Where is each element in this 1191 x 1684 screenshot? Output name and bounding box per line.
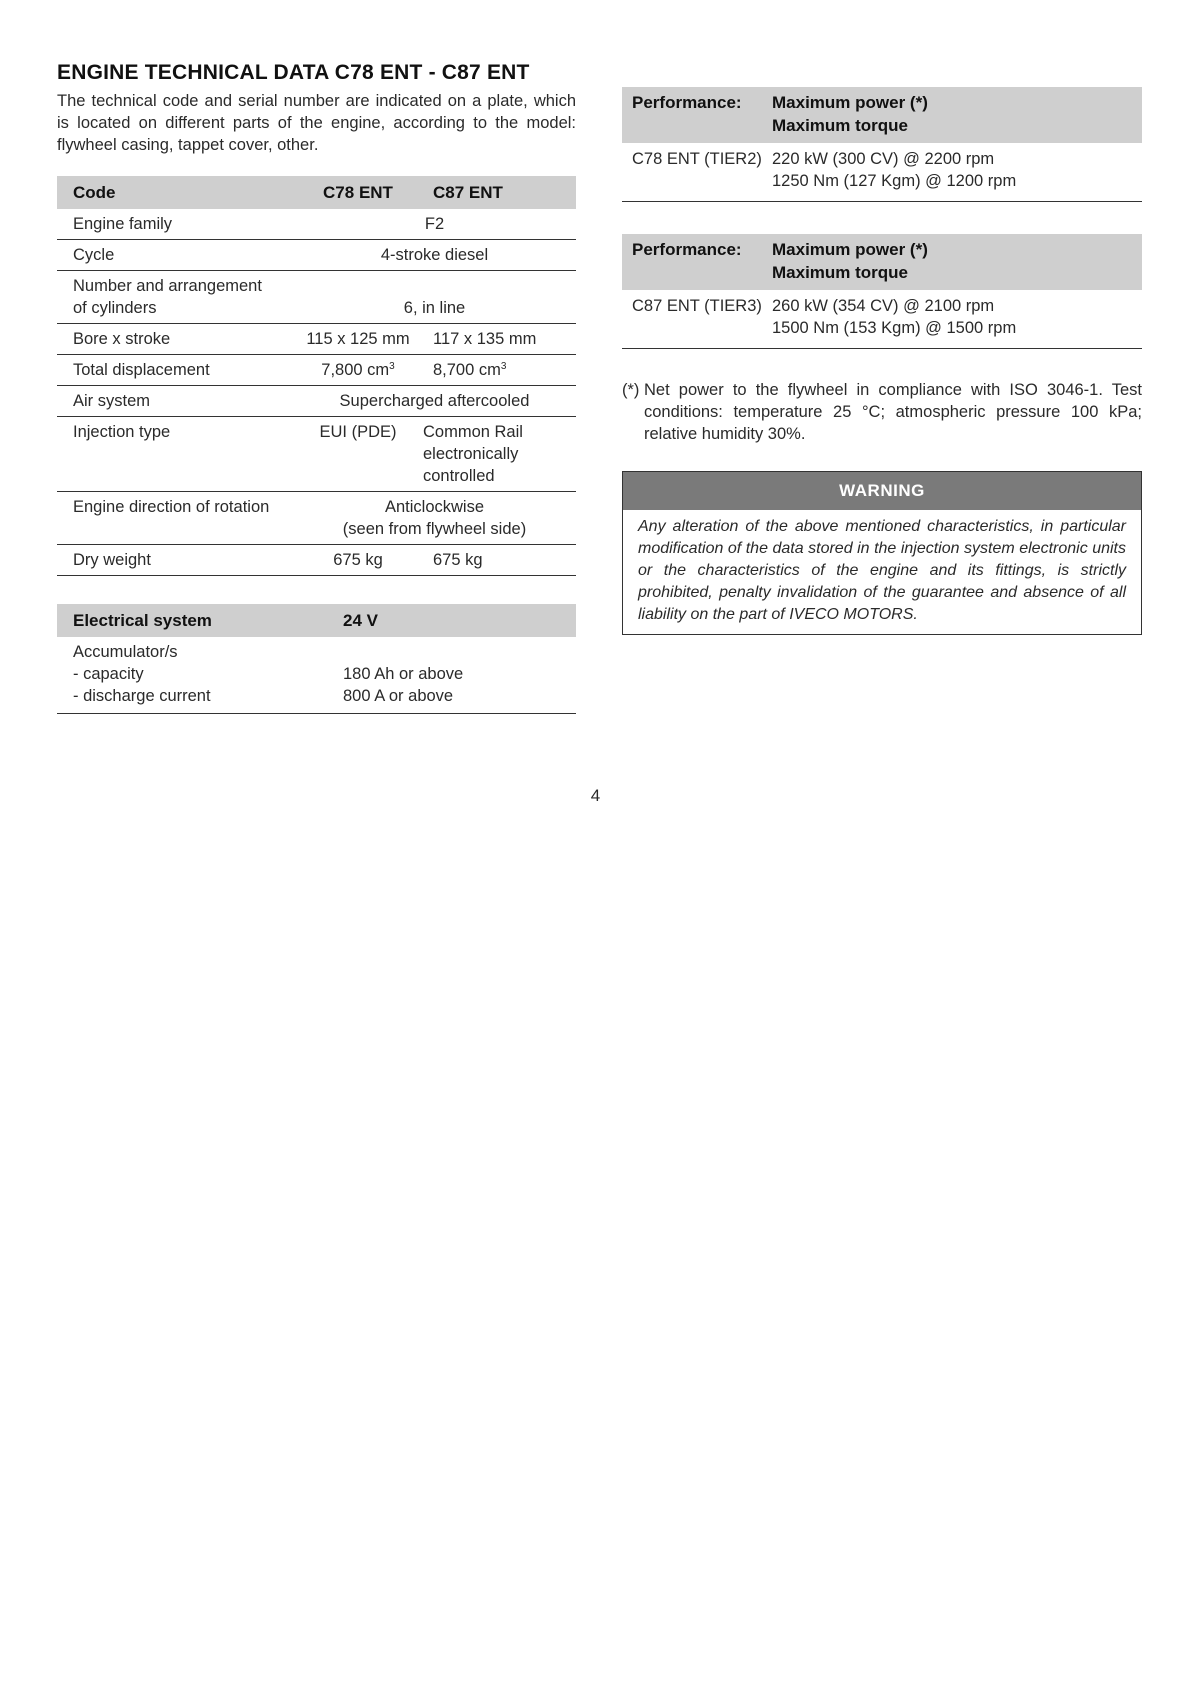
unit-exponent: 3 xyxy=(500,361,507,372)
row-value-c78: 675 kg xyxy=(333,551,383,569)
table-row xyxy=(57,271,576,324)
row-value-c78: EUI (PDE) xyxy=(319,423,397,441)
value-line: Common Rail xyxy=(423,423,523,441)
spec-header-row xyxy=(57,176,576,209)
model-label: C78 ENT (TIER2) xyxy=(632,150,762,168)
power-value: 220 kW (300 CV) @ 2200 rpm xyxy=(772,150,995,168)
row-label: Dry weight xyxy=(73,551,151,569)
page-title: ENGINE TECHNICAL DATA C78 ENT - C87 ENT xyxy=(57,61,530,84)
performance-table-c87 xyxy=(622,234,1142,349)
row-label: Total displacement xyxy=(73,361,210,379)
header-c78: C78 ENT xyxy=(293,176,423,209)
row-value: F2 xyxy=(424,215,445,233)
row-label-line: of cylinders xyxy=(73,299,157,317)
row-label: Bore x stroke xyxy=(73,330,171,348)
power-value: 260 kW (354 CV) @ 2100 rpm xyxy=(772,297,995,315)
left-column xyxy=(57,60,576,714)
model-label: C87 ENT (TIER3) xyxy=(632,297,762,315)
table-row xyxy=(57,417,576,492)
header-c87: C87 ENT xyxy=(423,176,576,209)
performance-values xyxy=(772,290,1142,349)
row-value xyxy=(293,492,576,545)
electrical-system-table xyxy=(57,604,576,714)
row-value-c87 xyxy=(423,417,576,492)
row-label xyxy=(57,637,343,714)
header-voltage: 24 V xyxy=(343,604,576,637)
row-value: 4-stroke diesel xyxy=(380,246,489,264)
table-row xyxy=(57,492,576,545)
value-line: electronically controlled xyxy=(423,445,519,485)
row-value-c78: 115 x 125 mm xyxy=(306,330,410,348)
table-row xyxy=(622,290,1142,349)
torque-value: 1250 Nm (127 Kgm) @ 1200 rpm xyxy=(772,172,1017,190)
page-number: 4 xyxy=(590,786,601,805)
footnote-text: Net power to the flywheel in compliance with ISO 3046-1. Test conditions: temperature 25 °C; atmospheric pressure 100 kPa; relative humidity 30%. xyxy=(644,381,1142,443)
row-label: Engine direction of rotation xyxy=(73,498,270,516)
table-row xyxy=(57,386,576,417)
header-power-torque xyxy=(772,234,1142,290)
row-label: Injection type xyxy=(73,423,171,441)
header-electrical-system: Electrical system xyxy=(57,604,343,637)
row-value-c87: 675 kg xyxy=(433,551,483,569)
row-value: 6, in line xyxy=(403,299,466,317)
row-value-c87: 117 x 135 mm xyxy=(433,330,537,348)
row-value xyxy=(343,637,576,714)
row-label-line: - capacity xyxy=(73,665,144,683)
header-line: Maximum power (*) xyxy=(772,93,928,112)
electrical-header-row xyxy=(57,604,576,637)
table-row xyxy=(57,355,576,386)
row-value-c87 xyxy=(423,355,576,386)
right-column xyxy=(622,87,1142,635)
performance-header-row xyxy=(622,234,1142,290)
table-row xyxy=(57,209,576,240)
footnote xyxy=(622,379,1142,445)
row-value-c78 xyxy=(293,355,423,386)
row-label-line: Number and arrangement xyxy=(73,277,262,295)
row-value: Supercharged aftercooled xyxy=(339,392,530,410)
table-row xyxy=(57,240,576,271)
torque-value: 1500 Nm (153 Kgm) @ 1500 rpm xyxy=(772,319,1017,337)
engine-spec-table xyxy=(57,176,576,576)
warning-box xyxy=(622,471,1142,635)
intro-paragraph: The technical code and serial number are indicated on a plate, which is located on different parts of the engine, according to the model: flywheel casing, tappet cover, other. xyxy=(57,92,576,154)
value-line: Anticlockwise xyxy=(384,498,485,516)
value-line: 180 Ah or above xyxy=(343,665,464,683)
header-power-torque xyxy=(772,87,1142,143)
value-line: (seen from flywheel side) xyxy=(342,520,527,538)
header-performance: Performance: xyxy=(622,87,772,143)
row-label: Cycle xyxy=(73,246,115,264)
performance-header-row xyxy=(622,87,1142,143)
warning-title: WARNING xyxy=(623,472,1141,510)
row-label xyxy=(57,271,293,324)
row-label-line: - discharge current xyxy=(73,687,211,705)
table-row xyxy=(622,143,1142,202)
performance-values xyxy=(772,143,1142,202)
header-code: Code xyxy=(57,176,293,209)
table-row xyxy=(57,545,576,576)
table-row xyxy=(57,637,576,714)
warning-text: Any alteration of the above mentioned characteristics, in particular modification of the data stored in the injection system electronic units or the characteristics of the engine and its fittings, is strictly prohibited, penalty invalidation of the guarantee and absence of all liability on the part of IVECO MOTORS. xyxy=(638,518,1126,623)
table-row xyxy=(57,324,576,355)
footnote-mark: (*) xyxy=(622,381,640,399)
header-line: Maximum torque xyxy=(772,263,909,282)
value-line: 800 A or above xyxy=(343,687,454,705)
value-text: 8,700 cm xyxy=(433,361,501,379)
unit-exponent: 3 xyxy=(389,361,395,372)
row-label: Engine family xyxy=(73,215,173,233)
header-line: Maximum power (*) xyxy=(772,240,928,259)
performance-table-c78 xyxy=(622,87,1142,202)
row-label-line: Accumulator/s xyxy=(73,643,178,661)
header-line: Maximum torque xyxy=(772,116,909,135)
header-performance: Performance: xyxy=(622,234,772,290)
value-text: 7,800 cm xyxy=(321,361,390,379)
row-label: Air system xyxy=(73,392,151,410)
